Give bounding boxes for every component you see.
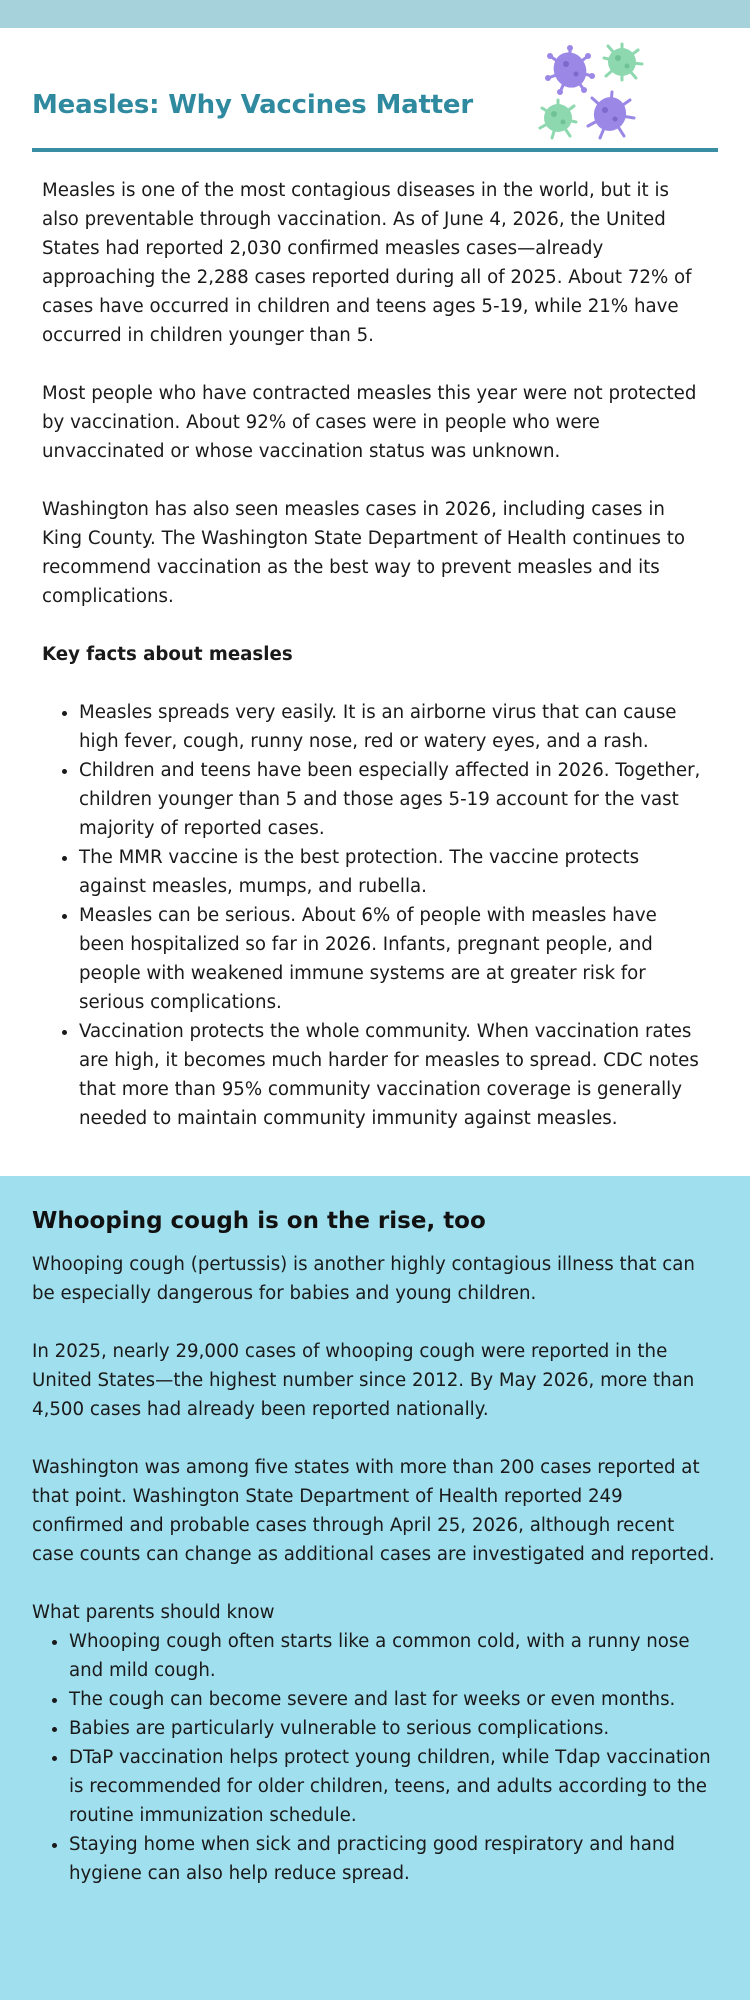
virus-green-icon [604, 44, 642, 80]
virus-green-icon [540, 100, 576, 138]
measles-paragraph: Most people who have contracted measles this year were not protected by vaccination. About 92% of cases were in people who were unvaccinated or whose vaccination status was unknown. [42, 383, 697, 462]
measles-section [0, 152, 750, 1133]
measles-paragraph: Washington has also seen measles cases in 2026, including cases in King County. The Washington State Department of Health continues to recommend vaccination as the best way to prevent measles and its complications. [42, 499, 686, 607]
key-facts-list [42, 698, 708, 1133]
list-item: • Measles spreads very easily. It is an airborne virus that can cause high fever, cough, runny nose, red or watery eyes, and a rash. [79, 698, 708, 756]
whooping-paragraph: In 2025, nearly 29,000 cases of whooping cough were reported in the United States—the highest number since 2012. By May 2026, more than 4,500 cases had already been reported nationally. [32, 1341, 695, 1420]
key-facts-heading: Key facts about measles [42, 644, 293, 665]
list-item: • Vaccination protects the whole community. When vaccination rates are high, it becomes much harder for measles to spread. CDC notes that more than 95% community vaccination coverage is generally needed to maintain community immunity against measles. [79, 1017, 708, 1133]
virus-purple-icon [545, 45, 595, 95]
section-heading: Whooping cough is on the rise, too [32, 1208, 486, 1234]
virus-purple-icon [588, 92, 634, 138]
list-item: • Babies are particularly vulnerable to serious complications. [69, 1714, 718, 1743]
whooping-paragraph: Washington was among five states with more than 200 cases reported at that point. Washington State Department of Health reported 249 confirmed and probable cases through April 25, 2026, although recent case counts can change as additional cases are investigated and reported. [32, 1457, 715, 1565]
measles-paragraph: Measles is one of the most contagious diseases in the world, but it is also preventable through vaccination. As of June 4, 2026, the United States had reported 2,030 confirmed measles cases—already approaching the 2,288 cases reported during all of 2025. About 72% of cases have occurred in children and teens ages 5-19, while 21% have occurred in children younger than 5. [42, 180, 692, 346]
list-item: • The MMR vaccine is the best protection. The vaccine protects against measles, mumps, and rubella. [79, 843, 708, 901]
parents-list [32, 1627, 718, 1888]
virus-illustration-icon [538, 42, 648, 142]
page-header [32, 28, 718, 152]
list-item: • Whooping cough often starts like a common cold, with a runny nose and mild cough. [69, 1627, 718, 1685]
top-banner [0, 0, 750, 28]
list-item: • Measles can be serious. About 6% of people with measles have been hospitalized so far in 2026. Infants, pregnant people, and people with weakened immune systems are at greater risk for serious complications. [79, 901, 708, 1017]
list-item: • The cough can become severe and last for weeks or even months. [69, 1685, 718, 1714]
whooping-paragraph: Whooping cough (pertussis) is another highly contagious illness that can be especially dangerous for babies and young children. [32, 1254, 695, 1304]
parents-heading: What parents should know [32, 1602, 275, 1623]
whooping-cough-section [0, 1176, 750, 2000]
list-item: • DTaP vaccination helps protect young children, while Tdap vaccination is recommended for older children, teens, and adults according to the routine immunization schedule. [69, 1743, 718, 1830]
list-item: • Staying home when sick and practicing good respiratory and hand hygiene can also help reduce spread. [69, 1830, 718, 1888]
list-item: • Children and teens have been especially affected in 2026. Together, children younger than 5 and those ages 5-19 account for the vast majority of reported cases. [79, 756, 708, 843]
page-title: Measles: Why Vaccines Matter [32, 90, 473, 120]
